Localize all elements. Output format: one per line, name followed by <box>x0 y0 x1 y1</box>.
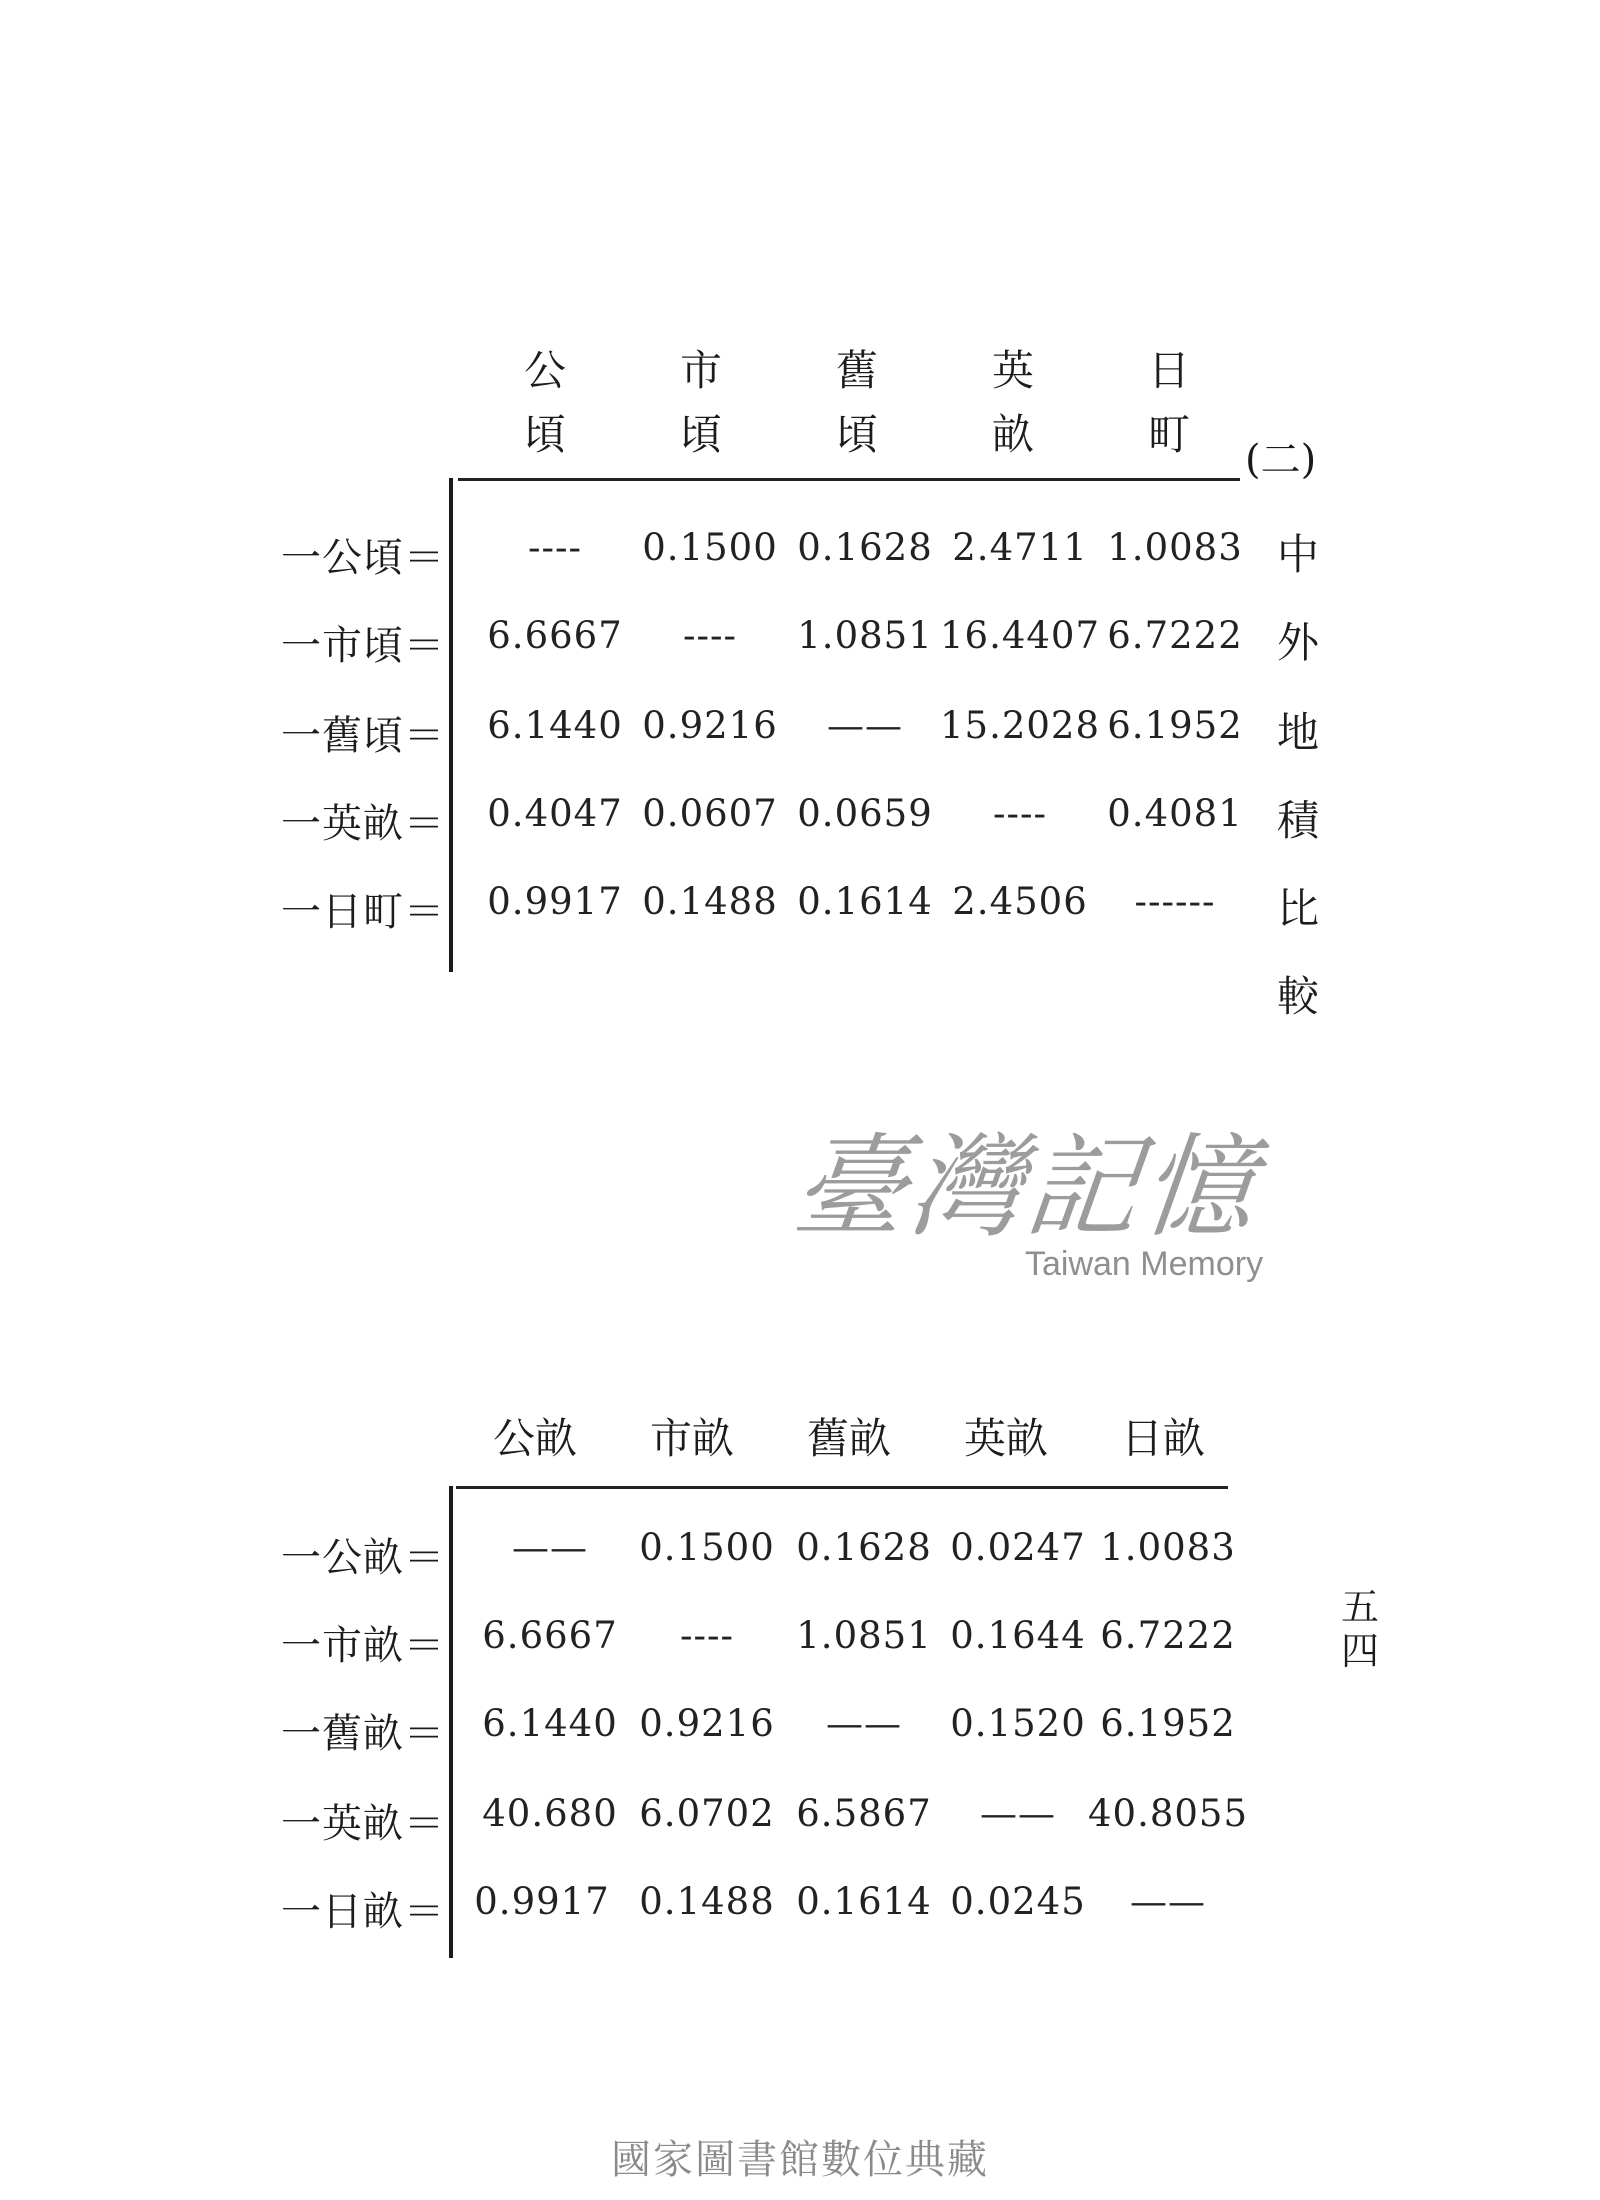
t2-cell: 0.9917 <box>474 1880 610 1923</box>
t1-title-char: 比 <box>1276 884 1319 933</box>
t2-cell: 0.0245 <box>950 1880 1086 1923</box>
t1-col-header: 市 頃 <box>679 346 722 459</box>
t1-cell: —— <box>827 704 903 747</box>
t1-row-label: 一市頃＝ <box>281 623 445 669</box>
t1-cell: 6.1440 <box>487 704 623 747</box>
t2-cell: 6.5867 <box>796 1792 932 1835</box>
t1-title-char: 中 <box>1276 530 1319 579</box>
t1-cell: 2.4506 <box>952 880 1088 923</box>
t1-cell: 2.4711 <box>952 526 1088 569</box>
t2-row-label: 一英畝＝ <box>281 1801 445 1847</box>
t1-cell: 0.0607 <box>642 792 778 835</box>
t1-col-header: 日 町 <box>1147 346 1190 459</box>
t2-col-header: 市畝 <box>649 1414 734 1463</box>
page-number-char: 五 <box>1340 1585 1379 1629</box>
t1-cell: ---- <box>527 526 582 569</box>
t2-cell: 6.7222 <box>1100 1614 1236 1657</box>
t2-cell: —— <box>1130 1880 1206 1923</box>
t2-col-header: 公畝 <box>492 1414 577 1463</box>
t2-cell: 0.9216 <box>639 1702 775 1745</box>
t1-cell: 0.1488 <box>642 880 778 923</box>
t1-cell: 0.1500 <box>642 526 778 569</box>
t1-row-label: 一舊頃＝ <box>281 713 445 759</box>
t2-cell: 0.1520 <box>950 1702 1086 1745</box>
t2-left-rule <box>449 1486 453 1958</box>
t2-cell: 40.8055 <box>1088 1792 1249 1835</box>
t1-title-char: 外 <box>1276 618 1319 667</box>
t2-cell: 1.0851 <box>796 1614 932 1657</box>
t1-col-header: 舊 頃 <box>835 346 878 459</box>
t2-header-rule <box>456 1486 1228 1489</box>
t1-cell: 0.9917 <box>487 880 623 923</box>
t2-cell: 6.1440 <box>482 1702 618 1745</box>
t1-cell: 0.4047 <box>487 792 623 835</box>
t2-cell: 0.1614 <box>796 1880 932 1923</box>
t1-cell: 6.1952 <box>1107 704 1243 747</box>
t1-row-label: 一日町＝ <box>281 889 445 935</box>
t2-cell: 0.1628 <box>796 1526 932 1569</box>
t1-col-header: 公 頃 <box>523 346 566 459</box>
t1-cell: 1.0083 <box>1107 526 1243 569</box>
t1-title-char: 較 <box>1276 972 1319 1021</box>
t2-col-header: 日畝 <box>1120 1414 1205 1463</box>
t1-cell: ---- <box>682 614 737 657</box>
t1-cell: 6.6667 <box>487 614 623 657</box>
t1-cell: 0.4081 <box>1107 792 1243 835</box>
t1-left-rule <box>449 478 453 972</box>
watermark <box>787 1098 1265 1284</box>
t1-title-char: 積 <box>1276 796 1319 845</box>
t2-cell: —— <box>826 1702 902 1745</box>
t2-cell: 0.1488 <box>639 1880 775 1923</box>
t1-col-header: 英 畝 <box>991 346 1034 459</box>
t1-cell: 15.2028 <box>940 704 1101 747</box>
t2-cell: 0.1644 <box>950 1614 1086 1657</box>
t2-row-label: 一市畝＝ <box>281 1623 445 1669</box>
t1-cell: 0.9216 <box>642 704 778 747</box>
t2-cell: 6.6667 <box>482 1614 618 1657</box>
t2-cell: 6.1952 <box>1100 1702 1236 1745</box>
t2-col-header: 舊畝 <box>806 1414 891 1463</box>
t2-row-label: 一公畝＝ <box>281 1535 445 1581</box>
watermark-logo-en: Taiwan Memory <box>1025 1245 1264 1283</box>
t1-cell: 16.4407 <box>940 614 1101 657</box>
t1-cell: 0.0659 <box>797 792 933 835</box>
t2-cell: 6.0702 <box>639 1792 775 1835</box>
t2-cell: 1.0083 <box>1100 1526 1236 1569</box>
t2-cell: 40.680 <box>482 1792 618 1835</box>
t2-cell: ---- <box>679 1614 734 1657</box>
t2-row-label: 一舊畝＝ <box>281 1711 445 1757</box>
t2-cell: —— <box>512 1526 588 1569</box>
t2-col-header: 英畝 <box>963 1414 1048 1463</box>
t2-cell: —— <box>980 1792 1056 1835</box>
section-number: (二) <box>1245 437 1317 483</box>
t1-cell: ------ <box>1134 880 1216 923</box>
footer-archive-label: 國家圖書館數位典藏 <box>611 2137 989 2183</box>
t1-row-label: 一公頃＝ <box>281 535 445 581</box>
t2-cell: 0.1500 <box>639 1526 775 1569</box>
t1-row-label: 一英畝＝ <box>281 801 445 847</box>
t2-row-label: 一日畝＝ <box>281 1889 445 1935</box>
page-number-char: 四 <box>1340 1629 1379 1673</box>
t1-cell: 0.1614 <box>797 880 933 923</box>
t2-cell: 0.0247 <box>950 1526 1086 1569</box>
t1-cell: 6.7222 <box>1107 614 1243 657</box>
t1-cell: 1.0851 <box>797 614 933 657</box>
t1-header-rule <box>458 478 1240 481</box>
watermark-logo-cjk: 臺灣記憶 <box>787 1123 1265 1253</box>
t1-title-char: 地 <box>1276 708 1319 757</box>
t1-cell: 0.1628 <box>797 526 933 569</box>
t1-cell: ---- <box>992 792 1047 835</box>
